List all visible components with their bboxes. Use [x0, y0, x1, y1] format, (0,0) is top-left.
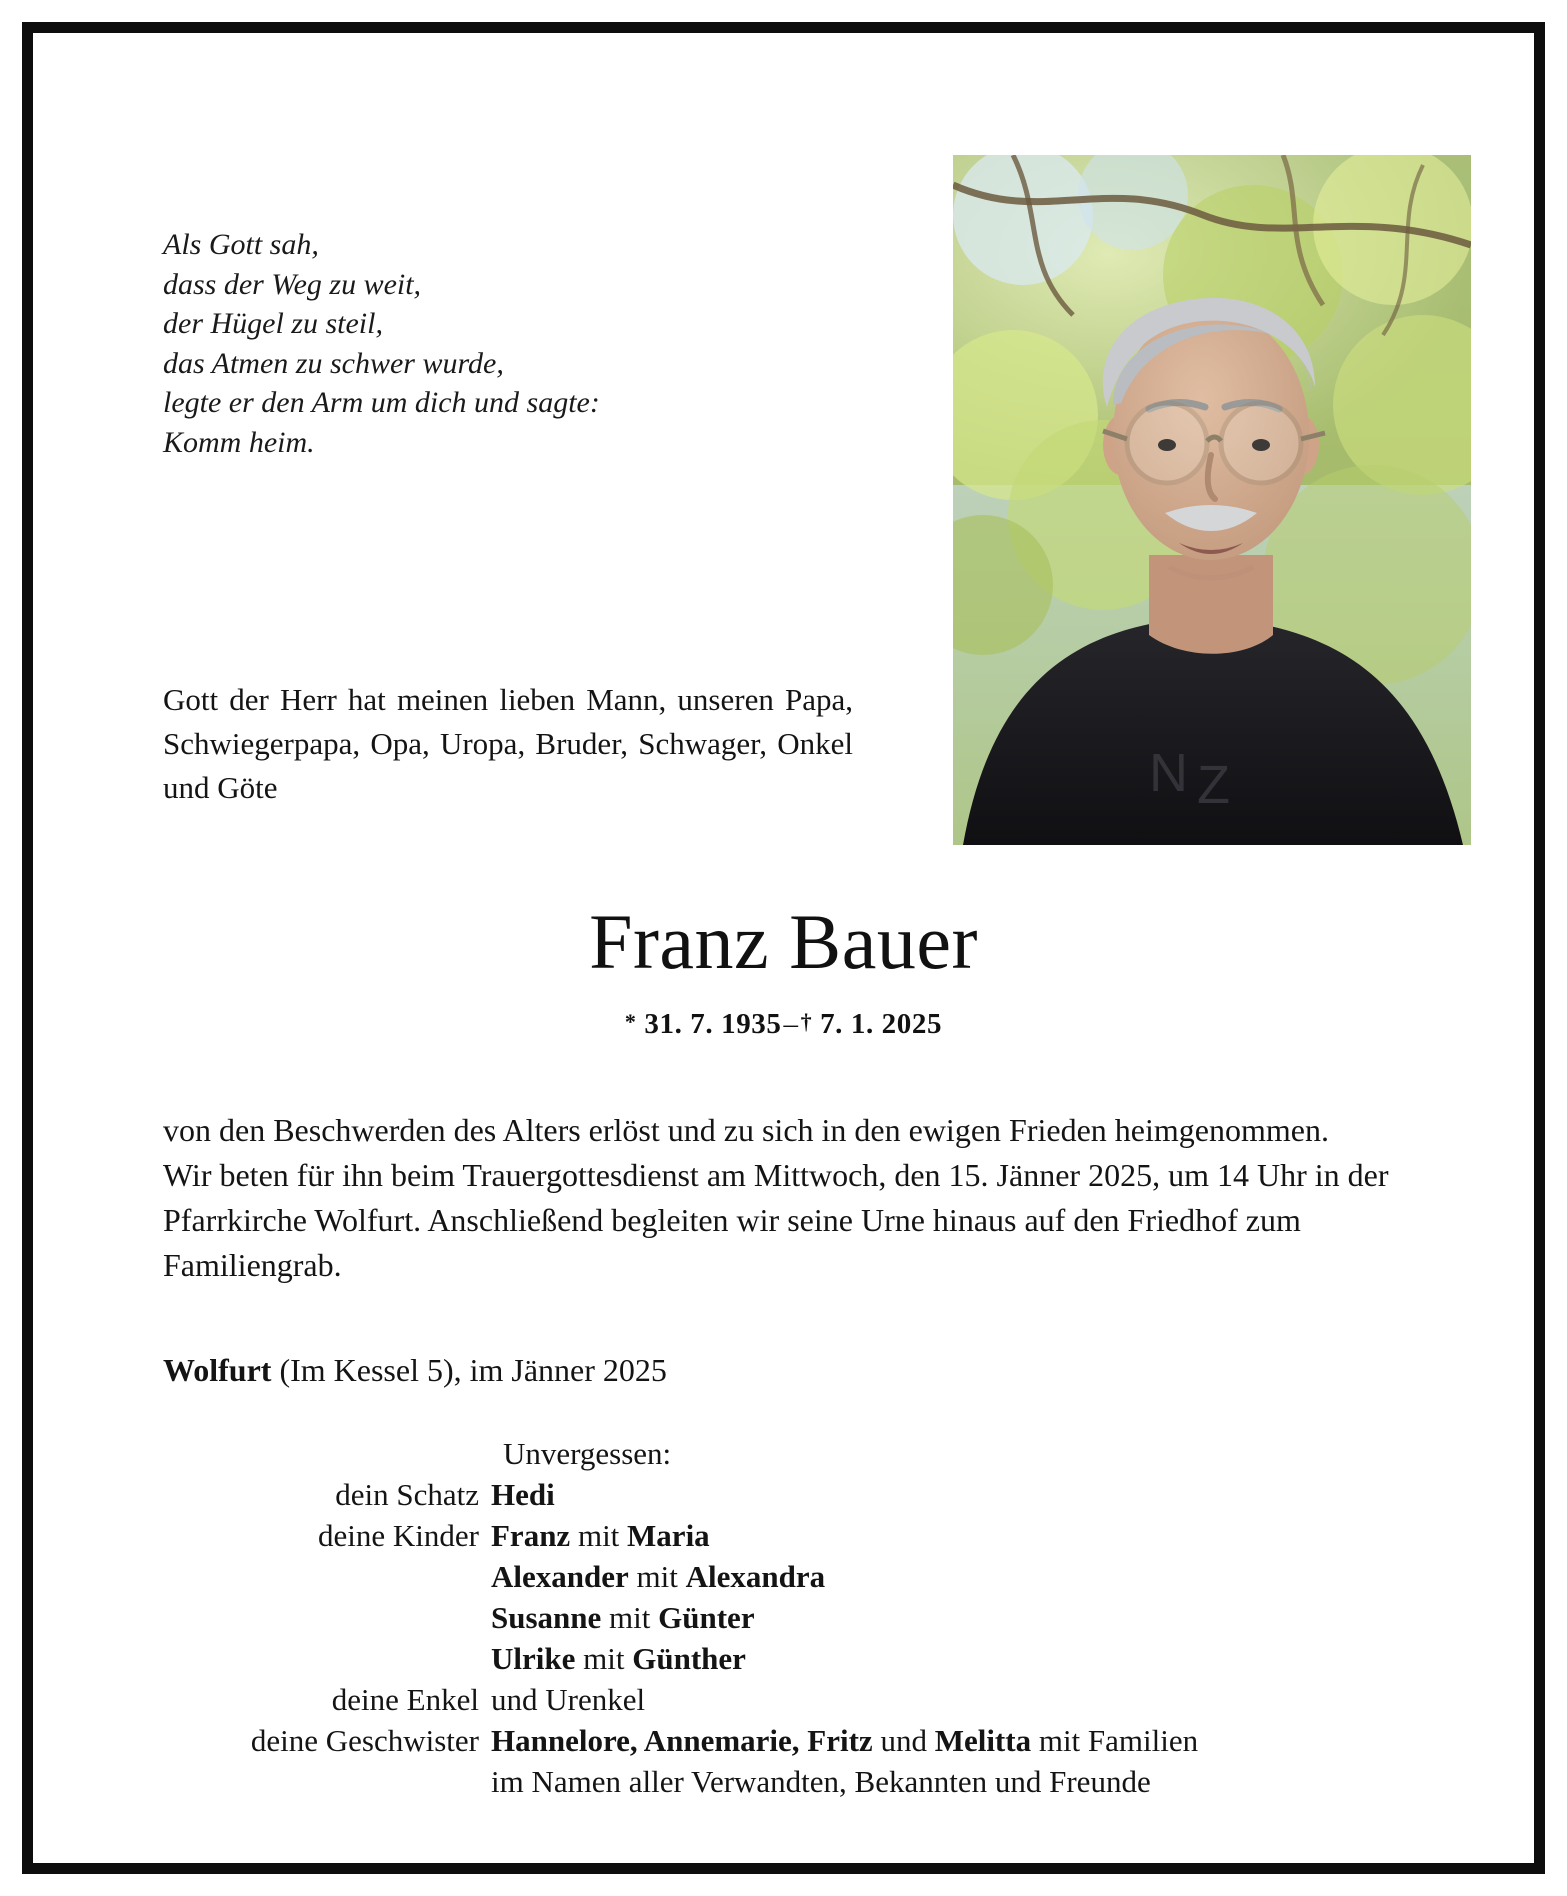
family-names: im Namen aller Verwandten, Bekannten und Freunde	[491, 1764, 1151, 1799]
place-rest: (Im Kessel 5), im Jänner 2025	[271, 1352, 667, 1388]
family-names: und Urenkel	[491, 1682, 646, 1717]
family-row	[163, 1761, 1453, 1802]
poem-line-2: dass der Weg zu weit,	[163, 267, 422, 301]
family-relation-label: deine Kinder	[318, 1518, 479, 1553]
poem-line-3: der Hügel zu steil,	[163, 307, 383, 340]
place-and-date-line	[163, 1348, 667, 1392]
family-relation-label: deine Geschwister	[250, 1723, 479, 1758]
family-row	[163, 1720, 1453, 1761]
family-heading: Unvergessen:	[503, 1436, 672, 1471]
family-names: Hedi	[491, 1477, 555, 1512]
family-row	[163, 1474, 1453, 1515]
body-paragraph-2: Wir beten für ihn beim Trauergottesdienst am Mittwoch, den 15. Jänner 2025, um 14 Uhr in der Pfarrkirche Wolfurt. Anschließend begleiten wir seine Urne hinaus auf den Friedhof zum Familiengrab.	[163, 1157, 1389, 1283]
family-row	[163, 1638, 1453, 1679]
portrait-photo	[953, 155, 1471, 845]
birth-symbol: *	[624, 1009, 637, 1034]
poem-line-6: Komm heim.	[163, 425, 315, 459]
family-names: Franz mit Maria	[491, 1518, 710, 1553]
family-row	[163, 1515, 1453, 1556]
poem-line-5: legte er den Arm um dich und sagte:	[163, 386, 600, 419]
svg-text:Z: Z	[1197, 755, 1230, 815]
death-date: 7. 1. 2025	[820, 1008, 943, 1040]
deceased-name: Franz Bauer	[589, 898, 978, 985]
obituary-inner	[33, 33, 1534, 1863]
family-block	[163, 1433, 1453, 1802]
intro-paragraph: Gott der Herr hat meinen lieben Mann, unseren Papa, Schwiegerpapa, Opa, Uropa, Bruder, Schwager, Onkel und Göte	[163, 682, 853, 805]
family-names: Hannelore, Annemarie, Fritz und Melitta mit Familien	[491, 1723, 1199, 1758]
place-town: Wolfurt	[163, 1352, 272, 1388]
family-row	[163, 1597, 1453, 1638]
poem-line-1: Als Gott sah,	[163, 228, 319, 261]
birth-date: 31. 7. 1935	[644, 1008, 782, 1040]
obituary-card	[22, 22, 1545, 1874]
poem-block	[163, 225, 783, 462]
family-relation-label: dein Schatz	[335, 1477, 479, 1512]
date-dash: –	[783, 1008, 799, 1040]
death-symbol: †	[800, 1009, 813, 1034]
family-row	[163, 1556, 1453, 1597]
family-row	[163, 1679, 1453, 1720]
family-rows	[163, 1474, 1453, 1802]
svg-text:N: N	[1149, 743, 1188, 803]
portrait-illustration	[953, 155, 1471, 845]
body-text	[163, 1108, 1453, 1288]
life-dates	[33, 1008, 1534, 1041]
family-names: Susanne mit Günter	[491, 1600, 755, 1635]
family-names: Ulrike mit Günther	[491, 1641, 746, 1676]
poem-line-4: das Atmen zu schwer wurde,	[163, 346, 504, 380]
body-paragraph-1: von den Beschwerden des Alters erlöst und zu sich in den ewigen Frieden heimgenommen.	[163, 1112, 1329, 1148]
family-relation-label: deine Enkel	[331, 1682, 479, 1717]
family-names: Alexander mit Alexandra	[491, 1559, 826, 1594]
